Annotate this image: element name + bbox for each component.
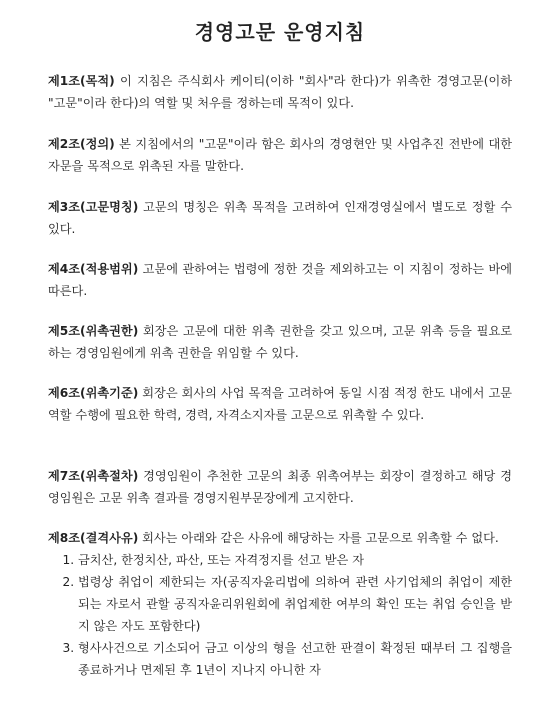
article-text: 고문의 명칭은 위촉 목적을 고려하여 인재경영실에서 별도로 정할 수 있다.	[48, 200, 512, 236]
article-text: 고문에 관하여는 법령에 정한 것을 제외하고는 이 지침이 정하는 바에 따른다.	[48, 262, 512, 298]
article-number: 제4조(적용범위)	[48, 262, 139, 276]
article-number: 제6조(위촉기준)	[48, 386, 139, 400]
article-text: 본 지침에서의 "고문"이라 함은 회사의 경영현안 및 사업추진 전반에 대한 자문을 목적으로 위촉된 자를 말한다.	[48, 137, 512, 173]
article-4	[48, 258, 512, 302]
article-3	[48, 196, 512, 240]
article-text: 이 지침은 주식회사 케이티(이하 "회사"라 한다)가 위촉한 경영고문(이하 "고문"이라 한다)의 역할 및 처우를 정하는데 목적이 있다.	[48, 74, 512, 110]
article-7	[48, 465, 512, 509]
article-text: 회장은 회사의 사업 목적을 고려하여 동일 시점 적정 한도 내에서 고문 역할 수행에 필요한 학력, 경력, 자격소지자를 고문으로 위촉할 수 있다.	[48, 386, 512, 422]
article-8	[48, 527, 512, 681]
article-number: 제2조(정의)	[48, 137, 115, 151]
article-2	[48, 133, 512, 177]
article-number: 제8조(결격사유)	[48, 531, 139, 545]
disqualification-list	[48, 549, 512, 681]
article-number: 제1조(목적)	[48, 74, 115, 88]
list-item: 1. 금치산, 한정치산, 파산, 또는 자격정지를 선고 받은 자	[78, 549, 512, 571]
article-5	[48, 320, 512, 364]
article-1	[48, 70, 512, 114]
article-text: 회사는 아래와 같은 사유에 해당하는 자를 고문으로 위촉할 수 없다.	[138, 531, 499, 545]
article-6	[48, 382, 512, 426]
article-number: 제3조(고문명칭)	[48, 200, 139, 214]
document-title: 경영고문 운영지침	[194, 20, 366, 44]
list-item: 3. 형사사건으로 기소되어 금고 이상의 형을 선고한 판결이 확정된 때부터 그 집행을 종료하거나 면제된 후 1년이 지나지 아니한 자	[78, 637, 512, 681]
article-text: 회장은 고문에 대한 위촉 권한을 갖고 있으며, 고문 위촉 등을 필요로 하는 경영임원에게 위촉 권한을 위임할 수 있다.	[48, 324, 512, 360]
article-number: 제5조(위촉권한)	[48, 324, 139, 338]
list-item: 2. 법령상 취업이 제한되는 자(공직자윤리법에 의하여 관련 사기업체의 취업이 제한되는 자로서 관할 공직자윤리위원회에 취업제한 여부의 확인 또는 취업 승인을 받지 않은 자도 포함한다)	[78, 571, 512, 637]
article-text: 경영임원이 추천한 고문의 최종 위촉여부는 회장이 결정하고 해당 경영임원은 고문 위촉 결과를 경영지원부문장에게 고지한다.	[48, 469, 512, 505]
article-number: 제7조(위촉절차)	[48, 469, 139, 483]
